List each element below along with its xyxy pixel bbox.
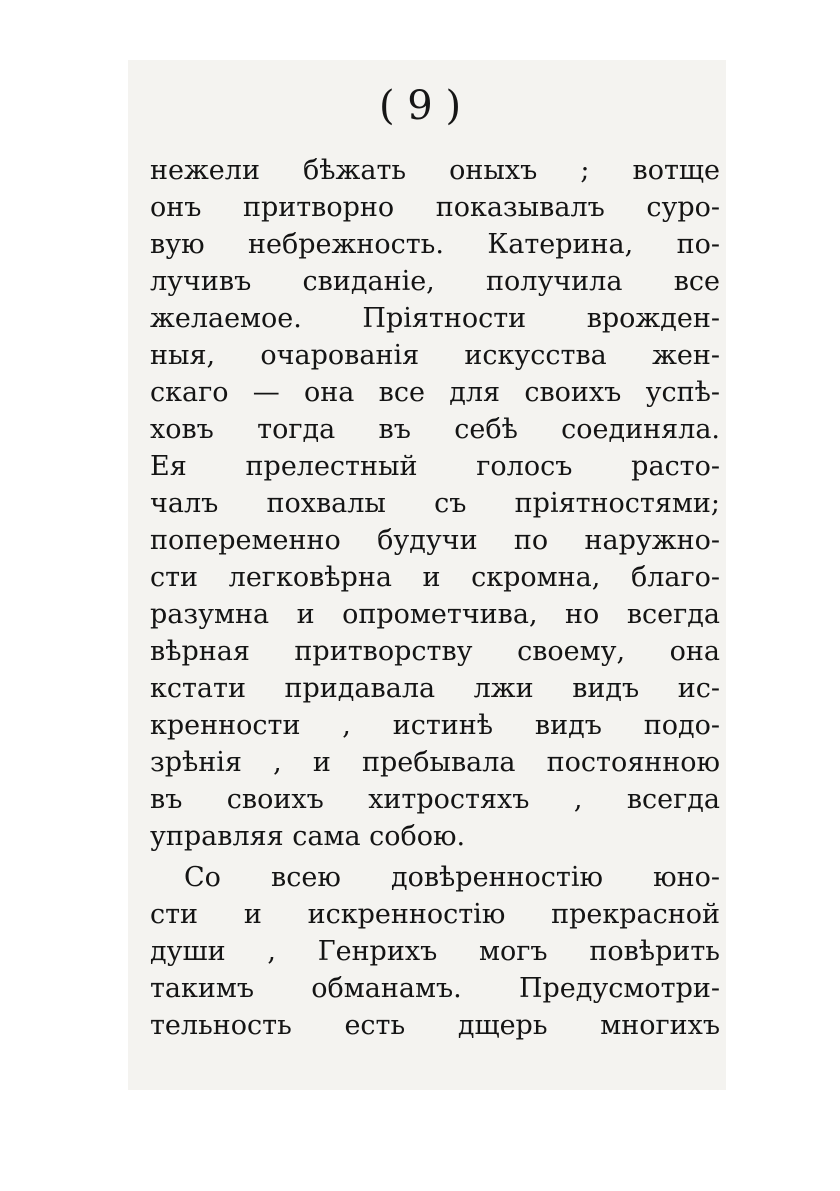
text-line: ховъ тогда въ себѣ соединяла. <box>150 414 720 445</box>
text-line: Ея прелестный голосъ расто- <box>150 451 720 482</box>
text-line: желаемое. Прiятности врожден- <box>150 303 720 334</box>
text-line: онъ притворно показывалъ суро- <box>150 192 720 223</box>
text-line: кстати придавала лжи видъ ис- <box>150 673 720 704</box>
text-line: сти и искренностiю прекрасной <box>150 899 720 930</box>
text-line: такимъ обманамъ. Предусмотри- <box>150 973 720 1004</box>
page-number: ( 9 ) <box>378 83 462 129</box>
text-line: вѣрная притворству своему, она <box>150 636 720 667</box>
text-line: Со всею довѣренностiю юно- <box>184 862 720 893</box>
text-line: тельность есть дщерь многихъ <box>150 1010 720 1041</box>
text-line: вую небрежность. Катерина, по- <box>150 229 720 260</box>
text-line: нежели бѣжать оныхъ ; вотще <box>150 155 720 186</box>
text-line: разумна и опрометчива, но всегда <box>150 599 720 630</box>
text-line: скаго — она все для своихъ успѣ- <box>150 377 720 408</box>
body-text <box>150 152 720 1044</box>
text-line: кренности , истинѣ видъ подо- <box>150 710 720 741</box>
text-line: души , Генрихъ могъ повѣрить <box>150 936 720 967</box>
text-line: лучивъ свиданiе, получила все <box>150 266 720 297</box>
text-line: чалъ похвалы съ прiятностями; <box>150 488 720 519</box>
text-line: зрѣнiя , и пребывала постоянною <box>150 747 720 778</box>
text-line: управляя сама собою. <box>150 821 466 852</box>
text-line: попеременно будучи по наружно- <box>150 525 720 556</box>
text-line: ныя, очарованiя искусства жен- <box>150 340 720 371</box>
text-line: сти легковѣрна и скромна, благо- <box>150 562 720 593</box>
text-line: въ своихъ хитростяхъ , всегда <box>150 784 720 815</box>
